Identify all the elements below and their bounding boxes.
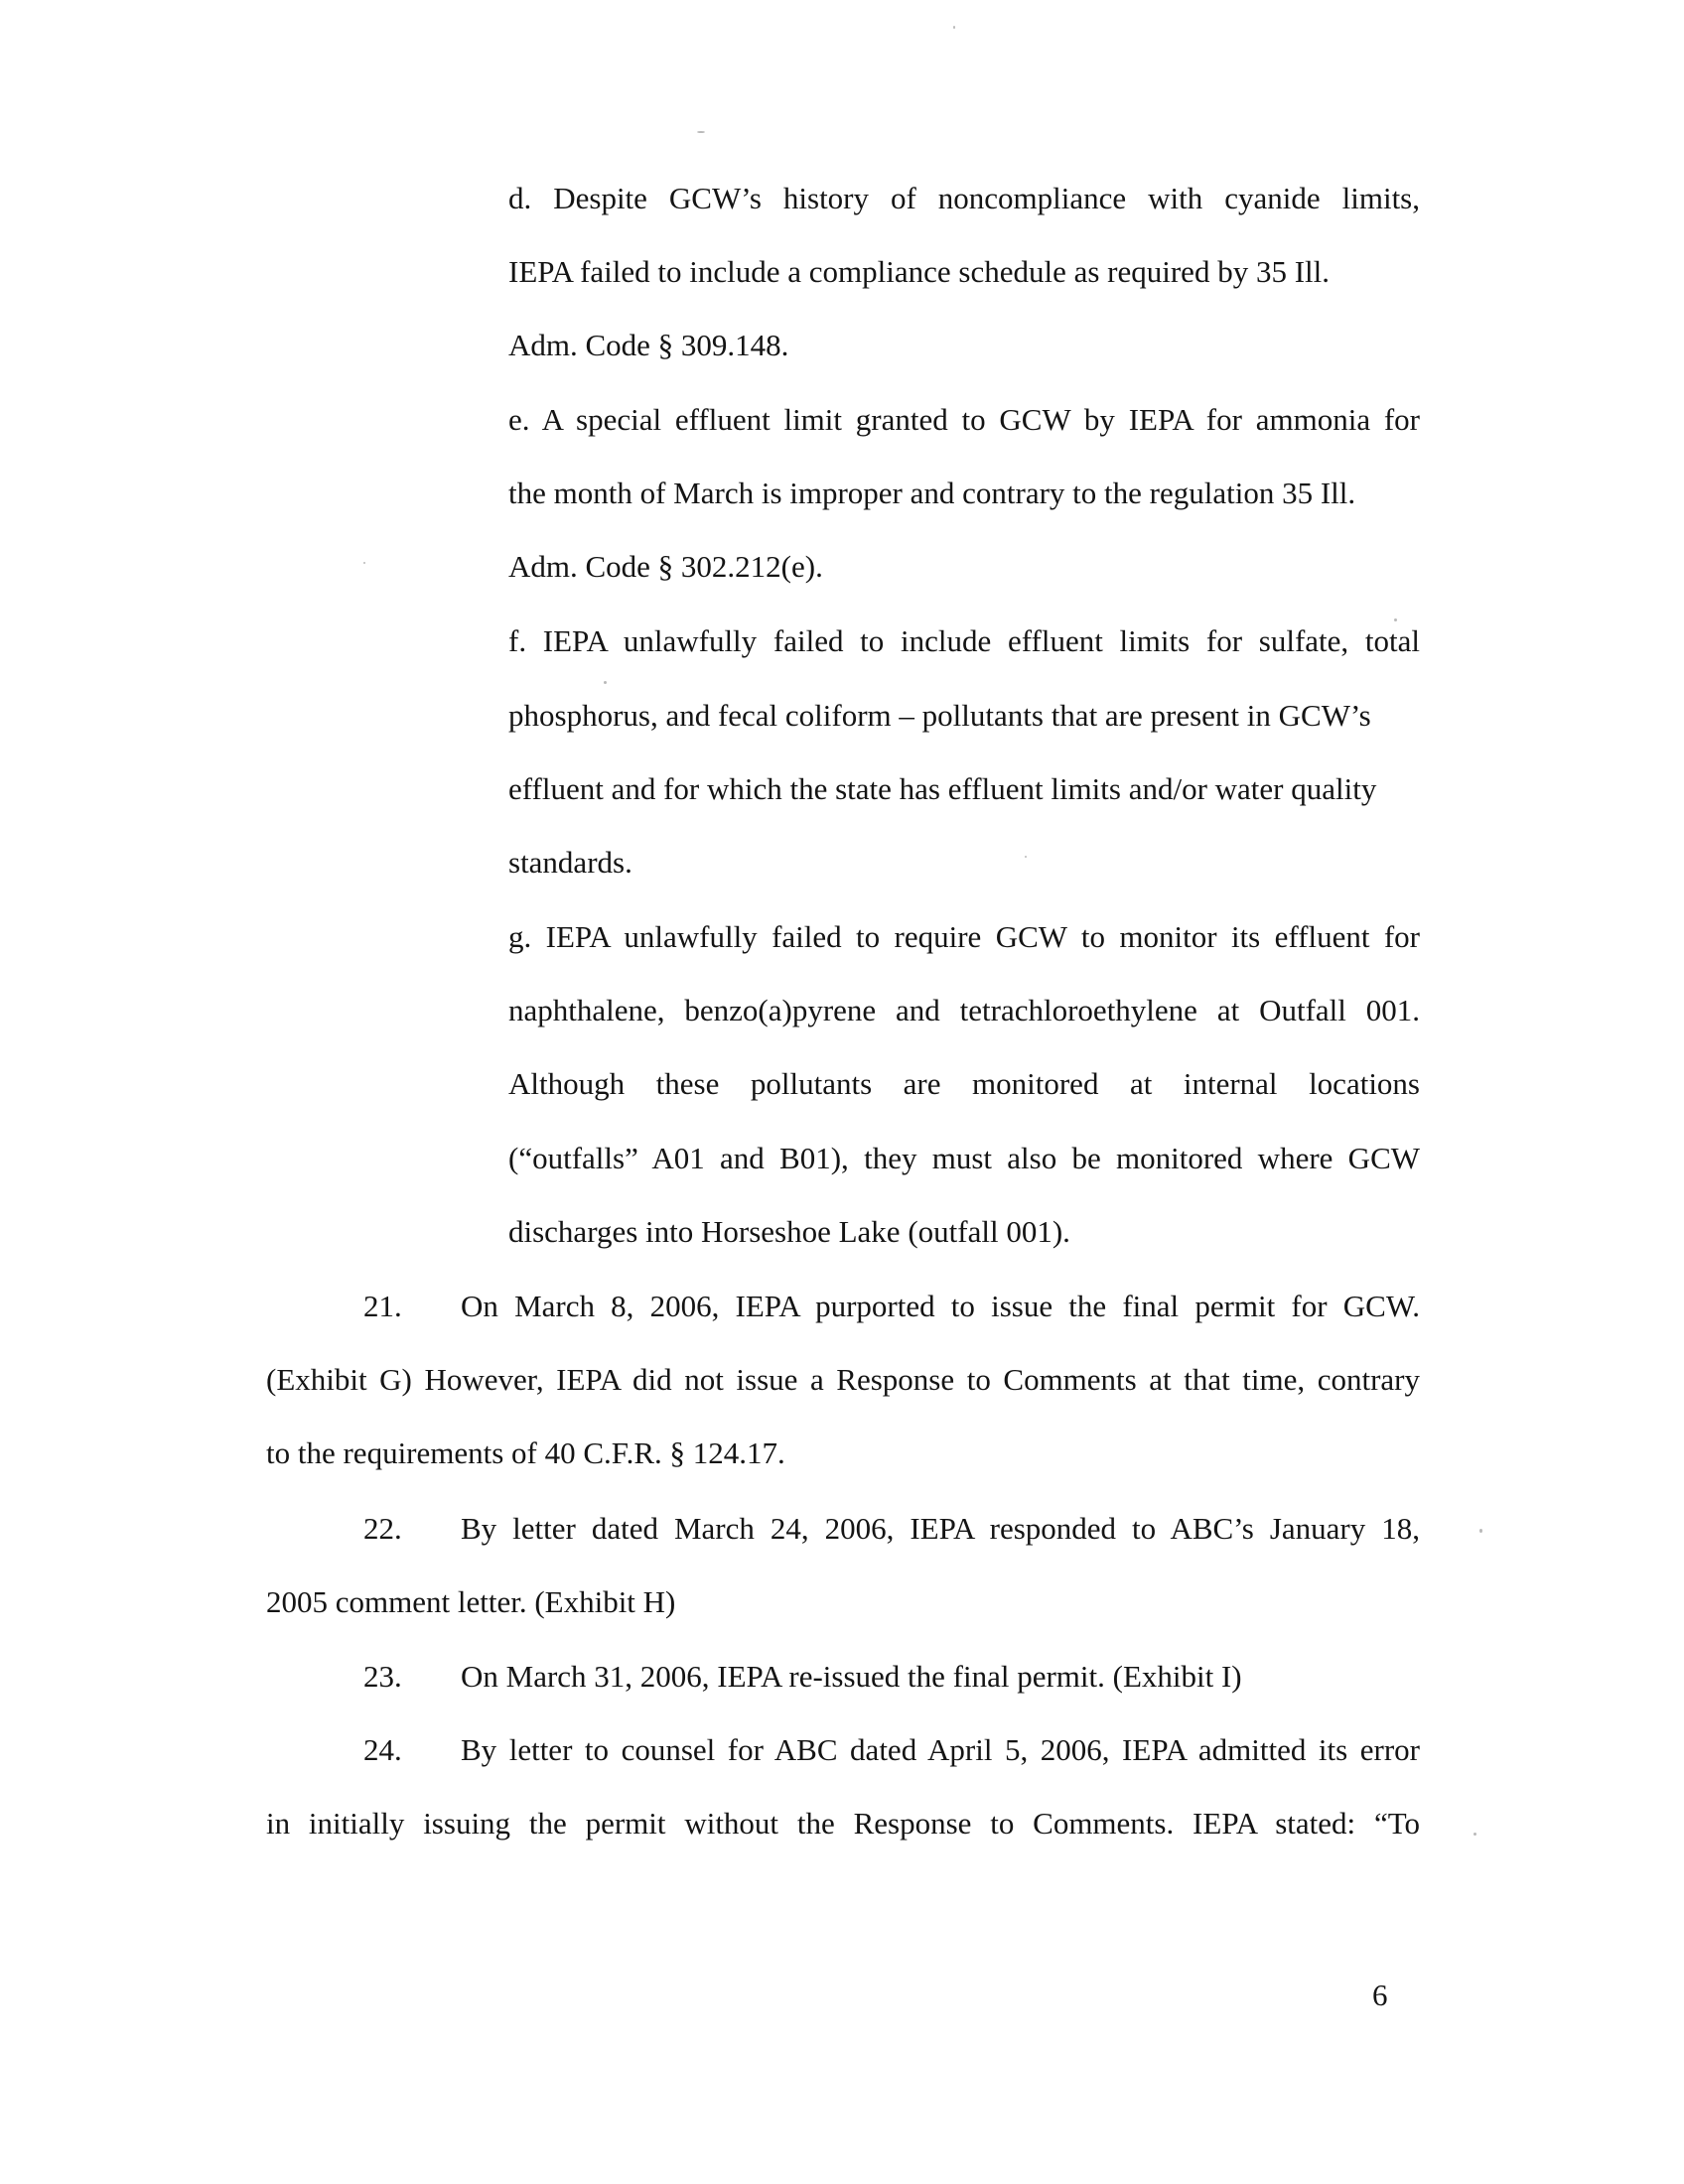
page-number: 6 [1372, 1978, 1388, 2012]
paragraph-22-line-2: 2005 comment letter. (Exhibit H) [266, 1584, 676, 1619]
item-g-line-3: Although these pollutants are monitored at internal locations [508, 1066, 1420, 1101]
scan-speck [1479, 1529, 1482, 1533]
scan-speck [363, 562, 365, 564]
paragraph-21-line-3: to the requirements of 40 C.F.R. § 124.17. [266, 1435, 785, 1470]
item-d-line-1: d. Despite GCW’s history of noncompliance with cyanide limits, [508, 181, 1420, 215]
item-g-line-1: g. IEPA unlawfully failed to require GCW to monitor its effluent for [508, 919, 1420, 954]
item-f-line-4: standards. [508, 845, 632, 880]
paragraph-21-line-1: On March 8, 2006, IEPA purported to issue the final permit for GCW. [461, 1289, 1420, 1323]
paragraph-23-line-1: On March 31, 2006, IEPA re-issued the final permit. (Exhibit I) [461, 1659, 1242, 1694]
paragraph-24-line-1: By letter to counsel for ABC dated April 5, 2006, IEPA admitted its error [461, 1732, 1420, 1767]
paragraph-21-line-2: (Exhibit G) However, IEPA did not issue a Response to Comments at that time, contrary [266, 1362, 1420, 1397]
paragraph-24-line-2: in initially issuing the permit without the Response to Comments. IEPA stated: “To [266, 1806, 1420, 1841]
item-g-line-5: discharges into Horseshoe Lake (outfall 001). [508, 1214, 1070, 1249]
item-e-line-3: Adm. Code § 302.212(e). [508, 549, 823, 584]
item-g-line-4: (“outfalls” A01 and B01), they must also be monitored where GCW [508, 1141, 1420, 1175]
scan-speck [697, 131, 705, 133]
item-e-line-1: e. A special effluent limit granted to GCW by IEPA for ammonia for [508, 402, 1420, 437]
item-d-line-3: Adm. Code § 309.148. [508, 328, 789, 362]
item-f-line-2: phosphorus, and fecal coliform – pollutants that are present in GCW’s [508, 698, 1371, 733]
item-d-line-2: IEPA failed to include a compliance schedule as required by 35 Ill. [508, 254, 1330, 289]
scan-speck [1474, 1833, 1476, 1836]
item-f-line-1: f. IEPA unlawfully failed to include effluent limits for sulfate, total [508, 623, 1420, 658]
scan-speck [1025, 856, 1027, 858]
paragraph-24-number: 24. [363, 1732, 402, 1767]
item-e-line-2: the month of March is improper and contrary to the regulation 35 Ill. [508, 476, 1356, 510]
paragraph-22-number: 22. [363, 1511, 402, 1546]
paragraph-22-line-1: By letter dated March 24, 2006, IEPA responded to ABC’s January 18, [461, 1511, 1420, 1546]
scan-speck [604, 681, 607, 684]
scan-speck [953, 26, 955, 29]
item-f-line-3: effluent and for which the state has effluent limits and/or water quality [508, 771, 1377, 806]
paragraph-23-number: 23. [363, 1659, 402, 1694]
paragraph-21-number: 21. [363, 1289, 402, 1323]
item-g-line-2: naphthalene, benzo(a)pyrene and tetrachloroethylene at Outfall 001. [508, 993, 1420, 1027]
